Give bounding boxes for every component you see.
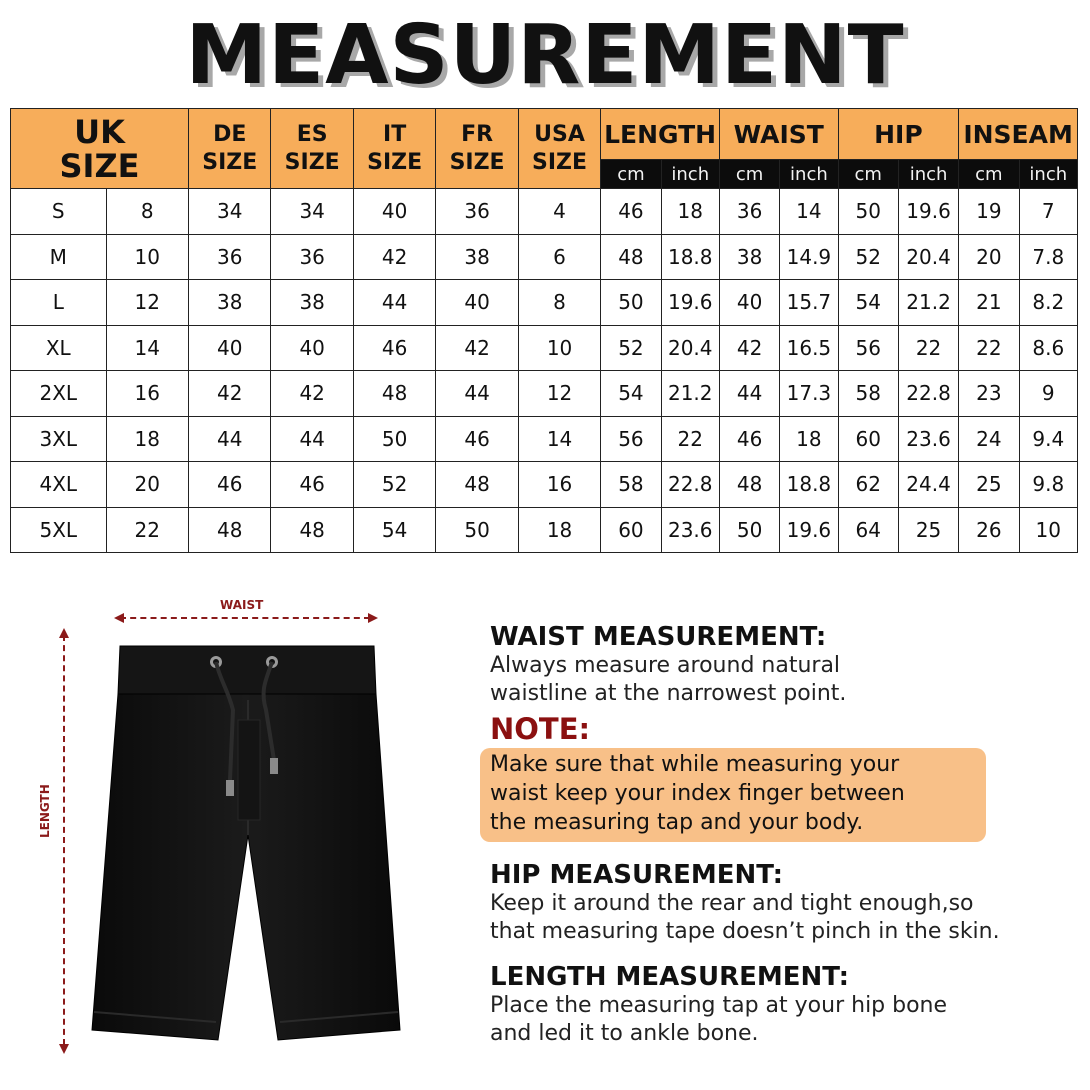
header-fr-top: FR xyxy=(461,121,494,147)
table-cell: 50 xyxy=(353,416,435,462)
waist-measurement-line2: waistline at the narrowest point. xyxy=(490,681,847,706)
length-arrow-up-icon xyxy=(58,628,70,640)
length-dimension-arrow xyxy=(63,635,65,1045)
table-cell: 16 xyxy=(106,371,188,417)
table-row xyxy=(11,416,1078,462)
table-cell: 14.9 xyxy=(780,234,838,280)
table-cell: 38 xyxy=(189,280,271,326)
table-cell: 21 xyxy=(959,280,1019,326)
table-cell: 40 xyxy=(189,325,271,371)
note-text xyxy=(490,750,986,837)
table-cell: 15.7 xyxy=(780,280,838,326)
table-cell: 8 xyxy=(106,189,188,235)
header-uk-line2: SIZE xyxy=(59,146,140,185)
table-cell: 18 xyxy=(661,189,719,235)
header-waist: WAIST xyxy=(719,109,838,160)
table-cell: M xyxy=(11,234,107,280)
table-cell: 38 xyxy=(436,234,518,280)
table-cell: 20.4 xyxy=(898,234,958,280)
table-row xyxy=(11,462,1078,508)
table-cell: 40 xyxy=(719,280,779,326)
table-cell: 54 xyxy=(838,280,898,326)
table-cell: 20.4 xyxy=(661,325,719,371)
table-cell: 48 xyxy=(436,462,518,508)
table-row xyxy=(11,371,1078,417)
note-section xyxy=(490,712,1080,746)
hip-measurement-line2: that measuring tape doesn’t pinch in the skin. xyxy=(490,919,1000,944)
table-cell: 8.2 xyxy=(1019,280,1077,326)
header-de-bottom: SIZE xyxy=(202,149,258,175)
table-cell: 10 xyxy=(106,234,188,280)
header-uk-size xyxy=(11,109,189,189)
table-cell: 50 xyxy=(601,280,661,326)
table-cell: 22 xyxy=(959,325,1019,371)
table-cell: 42 xyxy=(719,325,779,371)
table-cell: 14 xyxy=(518,416,600,462)
table-cell: 8 xyxy=(518,280,600,326)
table-cell: 58 xyxy=(601,462,661,508)
table-cell: 18 xyxy=(518,507,600,553)
hip-measurement-heading: HIP MEASUREMENT: xyxy=(490,860,784,890)
table-cell: 2XL xyxy=(11,371,107,417)
table-cell: 5XL xyxy=(11,507,107,553)
table-cell: 60 xyxy=(601,507,661,553)
length-measurement-line1: Place the measuring tap at your hip bone xyxy=(490,993,948,1018)
table-cell: 36 xyxy=(719,189,779,235)
length-dimension-label: LENGTH xyxy=(38,784,52,838)
waist-measurement-line1: Always measure around natural xyxy=(490,653,841,678)
table-cell: 24.4 xyxy=(898,462,958,508)
table-cell: 60 xyxy=(838,416,898,462)
table-cell: 50 xyxy=(838,189,898,235)
page-title: MEASUREMENT xyxy=(185,8,905,103)
table-cell: 10 xyxy=(518,325,600,371)
table-cell: 42 xyxy=(436,325,518,371)
header-de-size xyxy=(189,109,271,189)
table-cell: 17.3 xyxy=(780,371,838,417)
length-measurement-heading: LENGTH MEASUREMENT: xyxy=(490,962,849,992)
table-cell: 22 xyxy=(106,507,188,553)
table-cell: 40 xyxy=(271,325,353,371)
table-cell: XL xyxy=(11,325,107,371)
table-cell: 26 xyxy=(959,507,1019,553)
table-cell: 56 xyxy=(838,325,898,371)
table-cell: 44 xyxy=(189,416,271,462)
table-cell: S xyxy=(11,189,107,235)
table-cell: 44 xyxy=(719,371,779,417)
table-cell: 21.2 xyxy=(661,371,719,417)
table-cell: 23 xyxy=(959,371,1019,417)
table-cell: 4XL xyxy=(11,462,107,508)
header-fr-bottom: SIZE xyxy=(449,149,505,175)
table-cell: 12 xyxy=(518,371,600,417)
table-cell: 8.6 xyxy=(1019,325,1077,371)
note-line1: Make sure that while measuring your xyxy=(490,752,900,777)
hip-measurement-section xyxy=(490,860,1080,946)
table-cell: 54 xyxy=(601,371,661,417)
header-usa-top: USA xyxy=(534,121,585,147)
unit-waist-inch: inch xyxy=(780,160,838,189)
table-cell: 19 xyxy=(959,189,1019,235)
table-cell: 46 xyxy=(189,462,271,508)
table-row xyxy=(11,234,1078,280)
table-cell: 46 xyxy=(719,416,779,462)
unit-hip-inch: inch xyxy=(898,160,958,189)
unit-hip-cm: cm xyxy=(838,160,898,189)
table-cell: 34 xyxy=(271,189,353,235)
table-cell: 44 xyxy=(271,416,353,462)
table-cell: 18 xyxy=(106,416,188,462)
table-cell: 48 xyxy=(353,371,435,417)
table-cell: 10 xyxy=(1019,507,1077,553)
table-cell: 36 xyxy=(436,189,518,235)
size-chart-body xyxy=(11,189,1078,553)
header-es-top: ES xyxy=(296,121,328,147)
table-cell: 48 xyxy=(189,507,271,553)
table-cell: 36 xyxy=(189,234,271,280)
table-cell: 14 xyxy=(780,189,838,235)
table-cell: 50 xyxy=(436,507,518,553)
note-line2: waist keep your index finger between xyxy=(490,781,905,806)
table-cell: 54 xyxy=(353,507,435,553)
table-cell: 56 xyxy=(601,416,661,462)
header-usa-bottom: SIZE xyxy=(532,149,588,175)
unit-inseam-cm: cm xyxy=(959,160,1019,189)
table-cell: 42 xyxy=(353,234,435,280)
table-cell: 40 xyxy=(353,189,435,235)
table-cell: 52 xyxy=(601,325,661,371)
length-arrow-down-icon xyxy=(58,1042,70,1054)
table-row xyxy=(11,189,1078,235)
size-chart-table xyxy=(10,108,1078,553)
table-cell: 19.6 xyxy=(661,280,719,326)
table-cell: 22.8 xyxy=(898,371,958,417)
shorts-illustration-icon xyxy=(88,640,408,1060)
table-cell: 14 xyxy=(106,325,188,371)
table-cell: 22 xyxy=(898,325,958,371)
table-cell: 22 xyxy=(661,416,719,462)
table-cell: 18 xyxy=(780,416,838,462)
table-cell: 24 xyxy=(959,416,1019,462)
table-cell: 36 xyxy=(271,234,353,280)
table-cell: 44 xyxy=(436,371,518,417)
table-cell: 7.8 xyxy=(1019,234,1077,280)
table-cell: 25 xyxy=(898,507,958,553)
table-cell: 20 xyxy=(106,462,188,508)
table-cell: 25 xyxy=(959,462,1019,508)
header-es-size xyxy=(271,109,353,189)
table-cell: 64 xyxy=(838,507,898,553)
table-cell: 58 xyxy=(838,371,898,417)
waist-arrow-left-icon xyxy=(114,612,126,624)
unit-waist-cm: cm xyxy=(719,160,779,189)
table-cell: 34 xyxy=(189,189,271,235)
table-cell: 9 xyxy=(1019,371,1077,417)
header-length: LENGTH xyxy=(601,109,720,160)
length-measurement-line2: and led it to ankle bone. xyxy=(490,1021,759,1046)
table-cell: 22.8 xyxy=(661,462,719,508)
table-row xyxy=(11,507,1078,553)
header-it-bottom: SIZE xyxy=(367,149,423,175)
table-cell: 3XL xyxy=(11,416,107,462)
table-cell: 44 xyxy=(353,280,435,326)
waist-arrow-right-icon xyxy=(366,612,378,624)
table-cell: 46 xyxy=(436,416,518,462)
table-cell: 23.6 xyxy=(898,416,958,462)
table-cell: 16 xyxy=(518,462,600,508)
waist-measurement-section xyxy=(490,622,1080,708)
unit-length-inch: inch xyxy=(661,160,719,189)
waist-dimension-arrow xyxy=(120,617,370,619)
table-cell: 38 xyxy=(719,234,779,280)
table-cell: 48 xyxy=(719,462,779,508)
table-cell: 23.6 xyxy=(661,507,719,553)
table-cell: 50 xyxy=(719,507,779,553)
unit-length-cm: cm xyxy=(601,160,661,189)
table-row xyxy=(11,280,1078,326)
table-cell: 62 xyxy=(838,462,898,508)
table-cell: 7 xyxy=(1019,189,1077,235)
header-usa-size xyxy=(518,109,600,189)
table-cell: 48 xyxy=(271,507,353,553)
hip-measurement-line1: Keep it around the rear and tight enough,so xyxy=(490,891,974,916)
table-cell: L xyxy=(11,280,107,326)
table-cell: 18.8 xyxy=(661,234,719,280)
table-cell: 40 xyxy=(436,280,518,326)
table-cell: 46 xyxy=(271,462,353,508)
table-cell: 42 xyxy=(271,371,353,417)
header-de-top: DE xyxy=(213,121,247,147)
note-heading: NOTE: xyxy=(490,712,591,746)
table-cell: 46 xyxy=(353,325,435,371)
table-cell: 52 xyxy=(838,234,898,280)
waist-measurement-heading: WAIST MEASUREMENT: xyxy=(490,622,827,652)
length-measurement-section xyxy=(490,962,1080,1048)
header-it-top: IT xyxy=(383,121,407,147)
note-line3: the measuring tap and your body. xyxy=(490,810,864,835)
table-cell: 6 xyxy=(518,234,600,280)
table-cell: 38 xyxy=(271,280,353,326)
table-row xyxy=(11,325,1078,371)
table-cell: 4 xyxy=(518,189,600,235)
table-cell: 19.6 xyxy=(780,507,838,553)
header-inseam: INSEAM xyxy=(959,109,1078,160)
table-cell: 9.8 xyxy=(1019,462,1077,508)
header-es-bottom: SIZE xyxy=(284,149,340,175)
unit-inseam-inch: inch xyxy=(1019,160,1077,189)
table-cell: 19.6 xyxy=(898,189,958,235)
header-uk-line1: UK xyxy=(74,112,125,151)
header-it-size xyxy=(353,109,435,189)
waist-dimension-label: WAIST xyxy=(220,598,264,612)
table-cell: 12 xyxy=(106,280,188,326)
table-cell: 20 xyxy=(959,234,1019,280)
table-cell: 18.8 xyxy=(780,462,838,508)
header-fr-size xyxy=(436,109,518,189)
table-cell: 9.4 xyxy=(1019,416,1077,462)
table-cell: 52 xyxy=(353,462,435,508)
table-cell: 42 xyxy=(189,371,271,417)
table-cell: 46 xyxy=(601,189,661,235)
table-cell: 48 xyxy=(601,234,661,280)
header-hip: HIP xyxy=(838,109,959,160)
table-cell: 16.5 xyxy=(780,325,838,371)
table-cell: 21.2 xyxy=(898,280,958,326)
